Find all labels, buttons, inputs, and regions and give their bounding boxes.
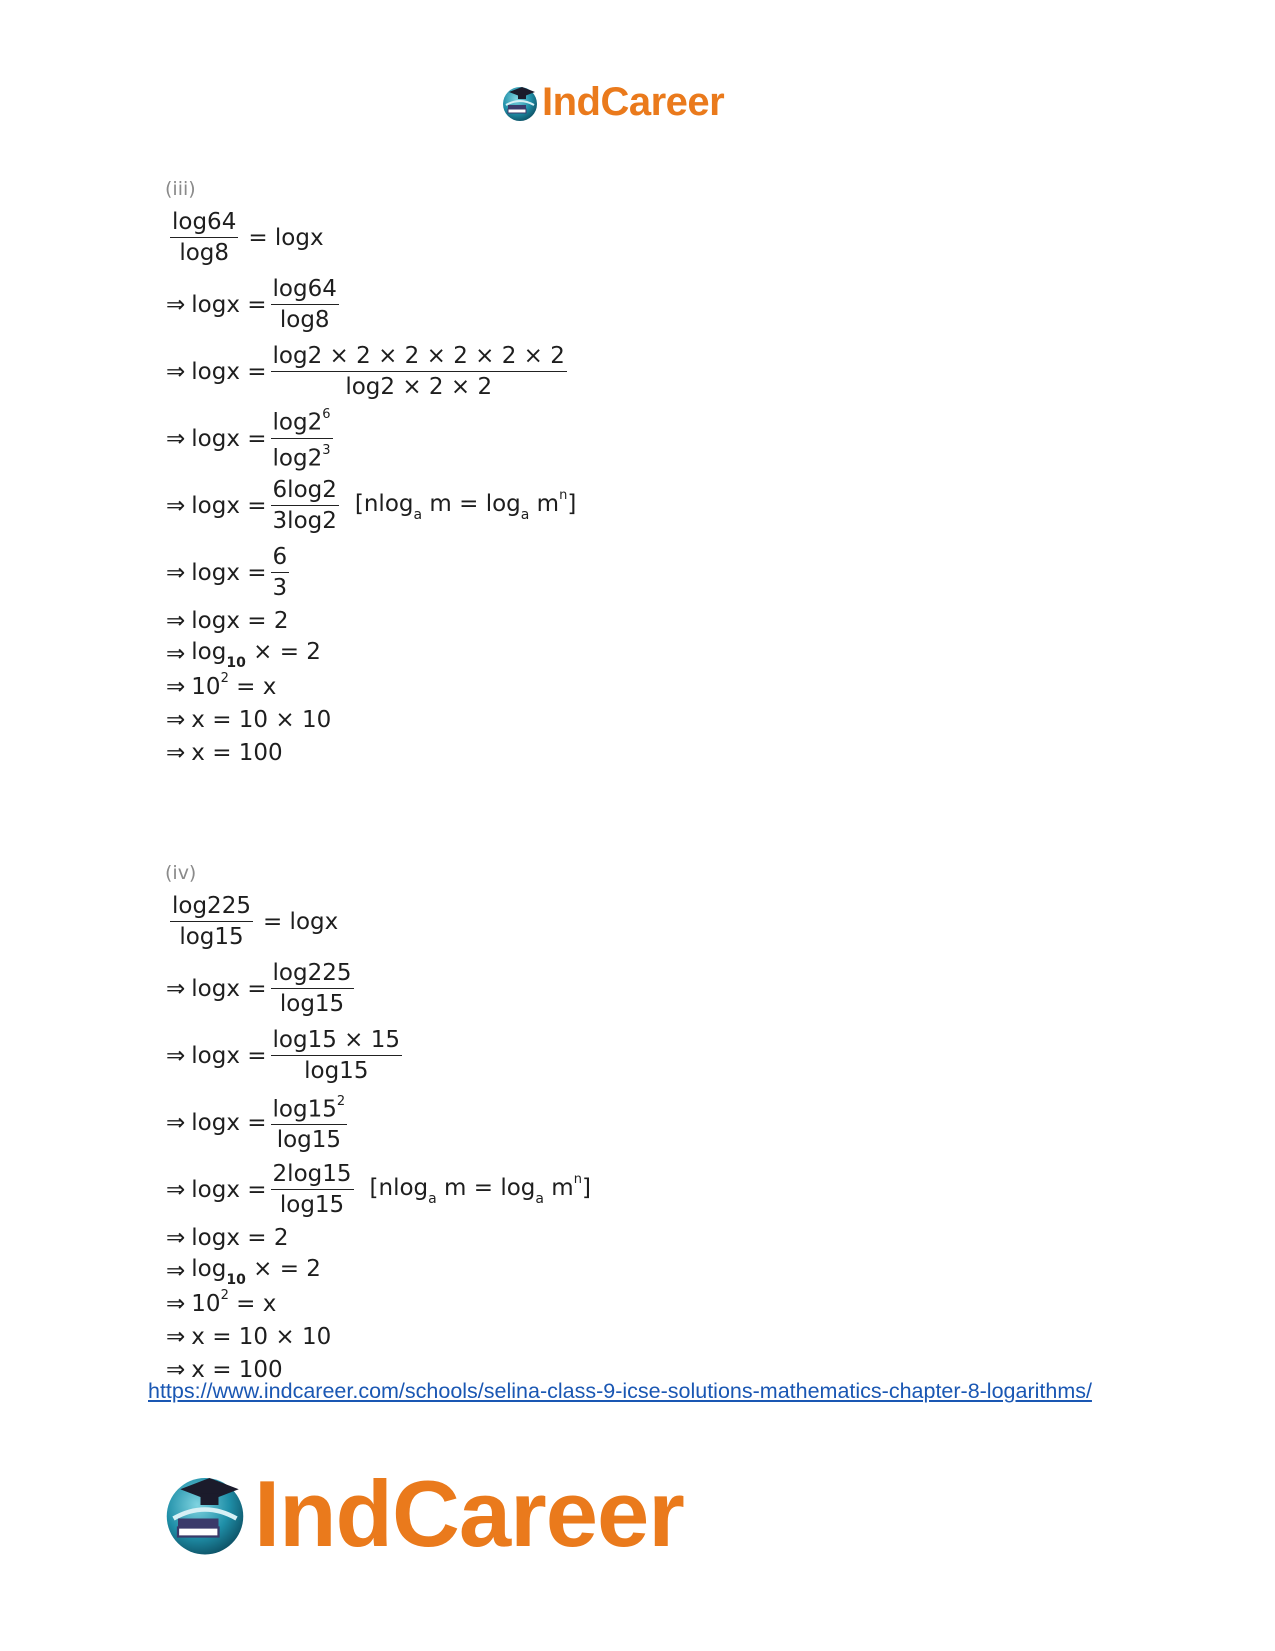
implies-arrow: ⇒ (166, 607, 186, 634)
equation-lines (166, 890, 591, 1386)
fraction-numerator: log15 × 15 (271, 1026, 403, 1056)
equation-line (166, 1158, 591, 1221)
fraction-numerator: 2log15 (271, 1160, 354, 1190)
fraction (271, 275, 339, 334)
equation-line (166, 206, 576, 269)
equation-text: x = 100 (191, 1356, 283, 1383)
source-url-link[interactable]: https://www.indcareer.com/schools/selina-class-9-icse-solutions-mathematics-chapter-8-logarithms/ (148, 1379, 1092, 1403)
equation-text: $\log_{10}$ × = 2 (191, 1255, 321, 1289)
fraction-numerator: log225 (170, 892, 253, 922)
brand-wordmark: IndCareer (254, 1461, 684, 1566)
equation-lines (166, 206, 576, 769)
equation-text: logx = 2 (191, 607, 289, 634)
equation-lhs: logx = (191, 1176, 267, 1203)
implies-arrow: ⇒ (166, 358, 186, 385)
equation-line (166, 407, 576, 470)
fraction-denominator: log15 (279, 991, 345, 1017)
fraction-numerator: log64 (170, 208, 238, 238)
equation-text: $10^2 = x$ (191, 1287, 277, 1317)
equation-lhs: logx = (191, 425, 267, 452)
equation-text: x = 100 (191, 739, 283, 766)
implies-arrow: ⇒ (166, 492, 186, 519)
solution-part-iv (166, 862, 591, 1386)
fraction (271, 1026, 403, 1085)
fraction (170, 208, 238, 267)
fraction-numerator: log64 (271, 275, 339, 305)
equation-line (166, 957, 591, 1020)
indcareer-logo-footer (160, 1460, 684, 1568)
equation-line (166, 340, 576, 403)
implies-arrow: ⇒ (166, 1176, 186, 1203)
solution-part-iii (166, 178, 576, 769)
equation-text: x = 10 × 10 (191, 706, 332, 733)
equation-lhs: logx = (191, 291, 267, 318)
fraction (170, 892, 253, 951)
implies-arrow: ⇒ (166, 1257, 186, 1284)
fraction (271, 342, 567, 401)
graduation-globe-icon (160, 1469, 250, 1559)
equation-line (166, 541, 576, 604)
equation-rhs: = logx (248, 224, 324, 251)
implies-arrow: ⇒ (166, 673, 186, 700)
fraction (271, 404, 333, 472)
equation-line (166, 637, 576, 670)
implies-arrow: ⇒ (166, 975, 186, 1002)
fraction-denominator: log8 (179, 240, 230, 266)
fraction-denominator: log15 (276, 1127, 342, 1154)
equation-line (166, 736, 576, 769)
equation-line (166, 890, 591, 953)
brand-wordmark: IndCareer (542, 80, 725, 124)
fraction-denominator: log15 (179, 924, 244, 950)
equation-text: $10^2 = x$ (191, 670, 277, 700)
implies-arrow: ⇒ (166, 291, 186, 318)
equation-line (166, 1221, 591, 1254)
implies-arrow: ⇒ (166, 706, 186, 733)
fraction-numerator: log2 × 2 × 2 × 2 × 2 × 2 (271, 342, 567, 372)
fraction (271, 476, 339, 535)
equation-line (166, 670, 576, 703)
property-note: [nlog$_a$ $m = \log_a m^n$] (354, 488, 577, 524)
equation-line (166, 1254, 591, 1287)
equation-line (166, 1287, 591, 1320)
implies-arrow: ⇒ (166, 640, 186, 667)
implies-arrow: ⇒ (166, 425, 186, 452)
part-label: (iv) (165, 862, 197, 884)
implies-arrow: ⇒ (166, 1109, 186, 1136)
equation-lhs: logx = (191, 1042, 267, 1069)
equation-rhs: = logx (262, 908, 339, 935)
fraction-denominator: $\log 2^3$ (272, 443, 331, 472)
equation-text: x = 10 × 10 (191, 1323, 332, 1350)
fraction-denominator: log2 × 2 × 2 (345, 374, 493, 400)
fraction (271, 543, 290, 602)
implies-arrow: ⇒ (166, 1323, 186, 1350)
fraction-denominator: log15 (304, 1058, 369, 1084)
equation-line (166, 474, 576, 537)
equation-line (166, 703, 576, 736)
part-label: (iii) (165, 178, 196, 200)
fraction-denominator: 3 (272, 575, 288, 601)
fraction-numerator: $\log 15^2$ (271, 1091, 348, 1126)
fraction-denominator: log8 (279, 307, 330, 333)
fraction-denominator: log15 (279, 1192, 345, 1218)
fraction-denominator: 3log2 (272, 508, 337, 534)
equation-lhs: logx = (191, 358, 267, 385)
equation-line (166, 273, 576, 336)
equation-lhs: logx = (191, 492, 267, 519)
fraction (271, 959, 354, 1018)
implies-arrow: ⇒ (166, 559, 186, 586)
graduation-globe-icon (500, 83, 540, 123)
equation-lhs: logx = (191, 559, 267, 586)
equation-line (166, 1024, 591, 1087)
equation-line (166, 1091, 591, 1154)
fraction (271, 1160, 354, 1219)
equation-lhs: logx = (191, 975, 267, 1002)
implies-arrow: ⇒ (166, 1356, 186, 1383)
equation-lhs: logx = (191, 1109, 267, 1136)
implies-arrow: ⇒ (166, 1290, 186, 1317)
fraction-numerator: $\log 2^6$ (271, 404, 333, 439)
implies-arrow: ⇒ (166, 1042, 186, 1069)
equation-text: $\log_{10}$ × = 2 (191, 638, 321, 672)
equation-line (166, 604, 576, 637)
implies-arrow: ⇒ (166, 1224, 186, 1251)
fraction-numerator: 6log2 (271, 476, 339, 506)
indcareer-logo-header (500, 80, 724, 125)
fraction-numerator: 6 (271, 543, 290, 573)
equation-line (166, 1320, 591, 1353)
fraction-numerator: log225 (271, 959, 354, 989)
property-note: [nlog$_a$ $m = \log_a m^n$] (369, 1172, 591, 1208)
fraction (271, 1091, 348, 1155)
equation-text: logx = 2 (191, 1224, 289, 1251)
implies-arrow: ⇒ (166, 739, 186, 766)
